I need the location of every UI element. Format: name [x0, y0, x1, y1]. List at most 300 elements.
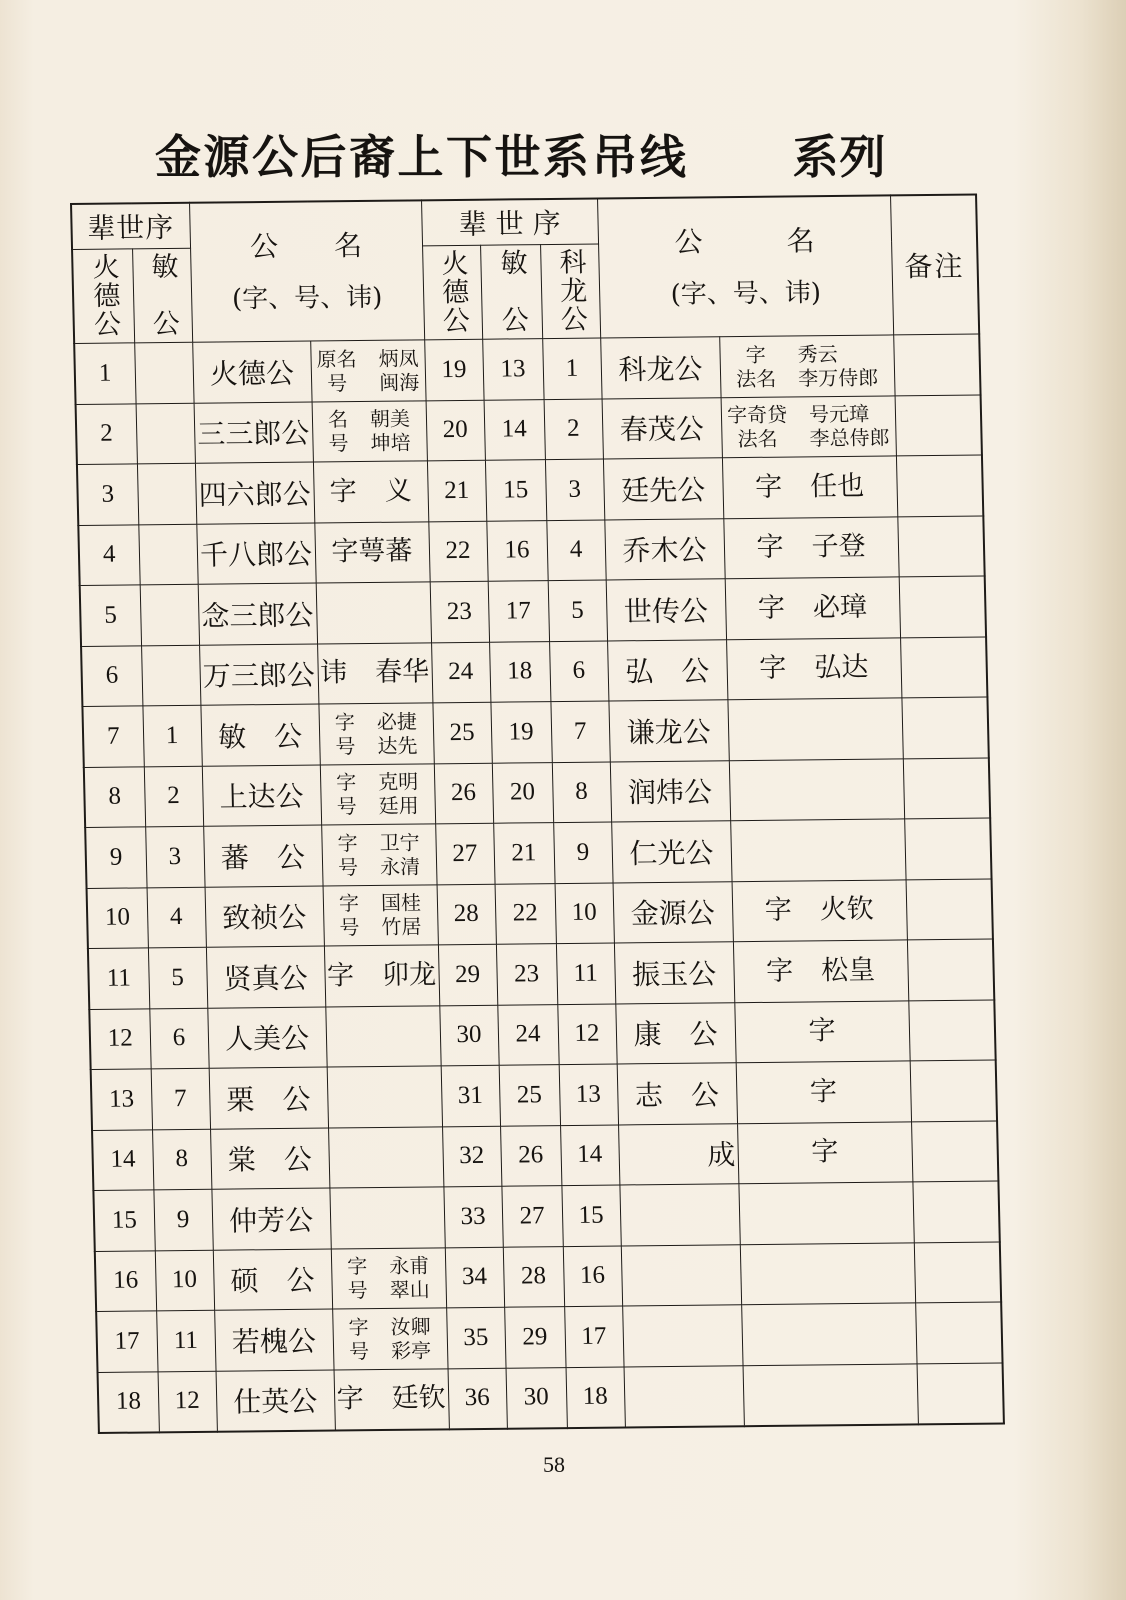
person-name-right-text: 世传公 — [623, 594, 709, 629]
gen-kelong-cell — [566, 1366, 625, 1428]
remarks-cell — [896, 455, 983, 516]
gen-huode-right-text: 35 — [463, 1323, 489, 1351]
gen-min-right-text: 21 — [511, 839, 537, 867]
courtesy-name-cell — [310, 340, 425, 402]
gen-huode-right-text: 23 — [446, 597, 473, 625]
gen-huode-text: 13 — [108, 1085, 135, 1113]
gen-header-huode-right-label: 火德公 — [436, 248, 470, 333]
gen-min-text: 11 — [173, 1326, 199, 1354]
gen-huode-right-cell — [443, 1186, 502, 1247]
courtesy-name-right-cell — [723, 516, 898, 578]
gen-huode-right-cell — [424, 339, 483, 400]
gen-min-cell — [142, 705, 201, 766]
gen-kelong-cell — [549, 640, 608, 701]
gen-huode-cell — [93, 1190, 154, 1251]
gen-huode-right-text: 32 — [458, 1142, 485, 1170]
gen-huode-text: 18 — [115, 1387, 142, 1416]
gen-huode-cell — [92, 1129, 153, 1190]
courtesy-label: 号 — [328, 431, 349, 456]
person-name-right-text: 康 公 — [633, 1017, 718, 1052]
courtesy-label: 字 — [326, 959, 355, 992]
name-header-right-label: 公 名 — [674, 223, 815, 259]
gen-min-cell — [134, 342, 193, 403]
person-name-text: 万三郎公 — [202, 658, 316, 693]
gen-min-cell — [151, 1068, 210, 1129]
gen-header-huode-right — [422, 245, 482, 340]
remarks-cell — [904, 818, 991, 879]
person-name-right-cell — [603, 458, 723, 520]
gen-min-right-cell — [504, 1307, 565, 1368]
person-name-right-cell — [617, 1063, 737, 1125]
courtesy-name-block — [336, 770, 419, 819]
gen-huode-text: 11 — [106, 964, 132, 992]
courtesy-label: 号 — [335, 733, 356, 759]
courtesy-name-block — [329, 475, 412, 508]
table-row — [92, 1121, 998, 1191]
gen-huode-right-cell — [430, 581, 489, 642]
courtesy-name-cell — [314, 521, 429, 583]
gen-min-right-text: 13 — [500, 355, 526, 383]
person-name-right-cell — [622, 1305, 742, 1367]
remarks-cell — [917, 1363, 1004, 1425]
person-name-text: 若槐公 — [231, 1324, 317, 1359]
gen-huode-right-cell — [426, 400, 485, 461]
table-row — [82, 697, 988, 767]
gen-huode-right-text: 34 — [461, 1263, 488, 1291]
name-header-right — [597, 195, 893, 338]
gen-min-cell — [153, 1189, 212, 1250]
name-header-left-sublabel: (字、号、讳) — [231, 282, 383, 314]
person-name-right-text: 志 公 — [634, 1078, 720, 1113]
gen-huode-cell — [91, 1069, 152, 1130]
gen-kelong-cell — [556, 943, 615, 1004]
person-name-right-text: 润炜公 — [627, 775, 713, 810]
gen-min-cell — [140, 584, 199, 645]
person-name-right-text: 谦龙公 — [626, 715, 712, 750]
courtesy-value: 竹居 — [381, 914, 422, 940]
person-name-text: 仲芳公 — [228, 1203, 314, 1238]
gen-huode-cell — [74, 343, 135, 404]
courtesy-label: 字 — [756, 531, 784, 564]
gen-min-text: 12 — [174, 1387, 201, 1415]
gen-min-cell — [137, 463, 196, 524]
gen-min-right-text: 18 — [506, 657, 533, 685]
gen-huode-right-cell — [434, 763, 493, 824]
gen-kelong-text: 11 — [573, 959, 598, 987]
courtesy-value: 廷用 — [378, 793, 420, 819]
courtesy-value: 松皇 — [820, 954, 876, 987]
courtesy-name-cell — [328, 1126, 443, 1188]
courtesy-name-cell — [331, 1247, 446, 1309]
gen-huode-cell — [95, 1250, 156, 1311]
gen-huode-text: 4 — [102, 540, 116, 568]
person-name-text: 硕 公 — [230, 1263, 315, 1298]
courtesy-name-right-cell — [730, 819, 905, 881]
remarks-cell — [907, 939, 994, 1000]
gen-min-right-text: 17 — [505, 597, 532, 625]
courtesy-name-right-cell — [732, 879, 907, 941]
gen-huode-right-cell — [432, 702, 491, 763]
gen-min-cell — [152, 1129, 211, 1190]
gen-huode-right-cell — [437, 884, 496, 945]
gen-kelong-cell — [545, 459, 604, 520]
page-title-suffix: 系列 — [792, 130, 887, 184]
gen-huode-right-cell — [439, 1005, 498, 1066]
courtesy-name-block — [348, 1314, 431, 1363]
person-name-right-cell — [606, 579, 726, 641]
gen-kelong-cell — [548, 580, 607, 641]
gen-kelong-text: 14 — [576, 1140, 603, 1169]
courtesy-label: 字 — [764, 894, 793, 927]
courtesy-value: 号元璋 — [808, 401, 870, 427]
gen-huode-text: 8 — [108, 782, 122, 810]
courtesy-name-right-cell — [736, 1061, 911, 1123]
gen-min-right-cell — [488, 581, 549, 642]
gen-huode-right-text: 30 — [456, 1021, 482, 1049]
person-name-text: 贤真公 — [223, 961, 309, 996]
generation-header-right-label: 辈世序 — [458, 206, 570, 241]
genealogy-table — [70, 194, 1005, 1434]
gen-min-right-text: 20 — [509, 778, 536, 806]
generation-header-left — [71, 203, 190, 250]
gen-huode-right-text: 22 — [445, 537, 471, 565]
person-name-text: 棠 公 — [227, 1142, 313, 1177]
gen-kelong-text: 4 — [569, 535, 583, 564]
header-row-top — [71, 195, 977, 250]
gen-min-text: 2 — [166, 782, 181, 810]
gen-min-right-cell — [500, 1125, 561, 1186]
courtesy-name-block — [766, 955, 876, 988]
courtesy-name-right-cell — [738, 1182, 913, 1244]
gen-kelong-text: 15 — [578, 1201, 604, 1229]
gen-kelong-cell — [550, 701, 609, 762]
courtesy-name-right-cell — [741, 1303, 916, 1365]
gen-huode-cell — [85, 827, 146, 888]
gen-min-right-cell — [493, 823, 554, 884]
table-row — [85, 818, 991, 888]
gen-huode-right-text: 21 — [443, 476, 470, 504]
gen-huode-right-text: 31 — [457, 1081, 484, 1109]
person-name-right-text: 成 — [706, 1138, 736, 1172]
courtesy-name-cell — [324, 945, 439, 1007]
gen-kelong-text: 8 — [574, 777, 589, 806]
gen-huode-cell — [76, 403, 137, 464]
gen-min-right-cell — [495, 883, 556, 944]
gen-min-right-text: 23 — [513, 960, 540, 988]
courtesy-value: 秀云 — [797, 341, 838, 367]
page-title — [155, 129, 887, 185]
courtesy-value: 朝美 — [369, 406, 411, 432]
gen-huode-cell — [84, 766, 145, 827]
courtesy-name-cell — [317, 642, 432, 704]
remarks-cell — [895, 395, 982, 456]
name-header-left — [189, 200, 424, 342]
remarks-cell — [897, 516, 984, 577]
gen-min-text: 4 — [169, 903, 183, 931]
courtesy-name-right-cell — [727, 698, 902, 760]
gen-huode-text: 9 — [109, 843, 123, 871]
gen-huode-cell — [80, 585, 141, 646]
gen-min-cell — [136, 403, 195, 464]
courtesy-name-cell — [323, 884, 438, 946]
remarks-cell — [912, 1181, 999, 1242]
table-header — [71, 195, 979, 344]
gen-huode-cell — [96, 1311, 157, 1372]
table-row — [87, 879, 993, 949]
courtesy-label: 字 — [754, 471, 783, 503]
person-name-text: 致祯公 — [221, 900, 307, 935]
person-name-right-text: 廷先公 — [620, 473, 706, 508]
gen-min-cell — [145, 826, 204, 887]
gen-kelong-text: 3 — [568, 475, 582, 503]
person-name-right-cell — [621, 1244, 741, 1306]
courtesy-value: 任也 — [809, 470, 865, 503]
gen-huode-text: 5 — [104, 601, 118, 629]
gen-min-cell — [144, 766, 203, 827]
person-name-cell — [214, 1309, 333, 1371]
person-name-right-cell — [615, 1002, 735, 1064]
gen-header-min-right-label: 敏公 — [495, 247, 529, 333]
person-name-cell — [206, 946, 325, 1008]
courtesy-name-block — [810, 1136, 839, 1168]
courtesy-label: 字 — [810, 1136, 839, 1168]
gen-huode-right-cell — [438, 944, 497, 1005]
courtesy-value: 义 — [384, 475, 412, 507]
gen-min-right-cell — [506, 1367, 567, 1429]
person-name-cell — [196, 523, 315, 585]
courtesy-label: 号 — [326, 370, 348, 396]
courtesy-name-right-cell — [737, 1121, 912, 1183]
gen-min-text: 8 — [175, 1145, 189, 1173]
table-row — [95, 1242, 1001, 1312]
courtesy-value: 国桂 — [380, 890, 422, 916]
person-name-text: 蕃 公 — [220, 840, 306, 875]
gen-min-right-cell — [485, 460, 546, 521]
gen-header-huode-left — [72, 249, 134, 344]
remarks-header-label: 备注 — [904, 249, 965, 284]
courtesy-name-block — [808, 1015, 837, 1047]
person-name-text: 念三郎公 — [201, 598, 314, 633]
gen-min-text: 3 — [168, 842, 182, 870]
table-row — [93, 1181, 999, 1251]
courtesy-name-cell — [329, 1187, 444, 1249]
courtesy-name-right-cell — [726, 637, 901, 699]
courtesy-value: 克明 — [377, 769, 419, 795]
person-name-right-cell — [610, 760, 730, 822]
gen-min-right-cell — [490, 702, 551, 763]
table-row — [84, 758, 990, 828]
person-name-cell — [195, 462, 314, 524]
courtesy-name-cell — [327, 1066, 442, 1128]
courtesy-name-cell — [318, 703, 433, 765]
person-name-cell — [199, 644, 318, 706]
generation-header-right — [421, 198, 598, 245]
gen-huode-right-cell — [428, 521, 487, 582]
courtesy-value: 坤培 — [370, 430, 411, 456]
gen-min-cell — [138, 524, 197, 585]
courtesy-name-right-cell — [733, 940, 908, 1002]
person-name-cell — [194, 402, 313, 464]
gen-huode-right-cell — [448, 1368, 507, 1430]
gen-huode-right-cell — [431, 642, 490, 703]
name-header-left-label: 公 名 — [249, 228, 363, 263]
gen-kelong-cell — [557, 1003, 616, 1064]
courtesy-name-right-cell — [725, 577, 900, 639]
table-row — [96, 1302, 1002, 1372]
person-name-right-cell — [604, 518, 724, 580]
courtesy-name-right-cell — [729, 758, 904, 820]
courtesy-name-block — [755, 471, 865, 504]
gen-kelong-cell — [553, 822, 612, 883]
courtesy-label: 字 — [346, 1254, 368, 1279]
courtesy-name-cell — [320, 763, 435, 825]
gen-min-cell — [141, 645, 200, 706]
courtesy-value: 炳凤 — [378, 346, 419, 371]
courtesy-value: 汝卿 — [390, 1314, 431, 1339]
gen-kelong-text: 10 — [571, 898, 598, 927]
courtesy-label: 号 — [337, 854, 359, 880]
gen-huode-right-cell — [441, 1065, 500, 1126]
courtesy-name-right-cell — [734, 1000, 909, 1062]
person-name-right-text: 金源公 — [630, 896, 716, 931]
gen-huode-right-text: 25 — [449, 718, 475, 746]
gen-huode-cell — [81, 645, 142, 706]
page-title-main: 金源公后裔上下世系吊线 — [155, 130, 689, 184]
person-name-right-cell — [600, 337, 720, 399]
person-name-cell — [198, 583, 317, 645]
person-name-right-cell — [608, 700, 728, 762]
gen-huode-right-text: 29 — [454, 960, 481, 988]
gen-kelong-cell — [544, 398, 603, 459]
gen-huode-text: 1 — [98, 359, 112, 387]
person-name-right-text: 弘 公 — [624, 654, 710, 689]
gen-min-right-text: 19 — [508, 718, 534, 746]
remarks-header — [890, 195, 979, 335]
courtesy-value: 永清 — [379, 854, 421, 879]
courtesy-label: 字 — [745, 342, 766, 367]
gen-min-text: 7 — [173, 1084, 187, 1112]
gen-huode-text: 2 — [99, 419, 114, 447]
courtesy-value: 春华 — [374, 656, 430, 689]
person-name-cell — [210, 1128, 329, 1190]
gen-kelong-cell — [542, 338, 601, 399]
gen-min-right-cell — [492, 762, 553, 823]
courtesy-name-block — [764, 894, 874, 927]
person-name-cell — [192, 341, 311, 403]
gen-huode-right-text: 28 — [453, 900, 480, 928]
table-row — [77, 455, 983, 525]
person-name-cell — [209, 1067, 328, 1129]
person-name-cell — [200, 704, 319, 766]
gen-kelong-text: 9 — [576, 838, 590, 866]
table-row — [78, 516, 984, 586]
gen-huode-right-text: 20 — [442, 416, 469, 444]
gen-huode-cell — [82, 706, 143, 767]
gen-kelong-text: 2 — [566, 414, 580, 443]
gen-min-right-text: 29 — [522, 1323, 548, 1351]
gen-header-min-left — [132, 248, 192, 343]
table-row — [98, 1363, 1004, 1433]
gen-min-right-text: 27 — [519, 1202, 545, 1230]
person-name-text: 火德公 — [209, 356, 295, 391]
person-name-cell — [216, 1370, 335, 1432]
person-name-cell — [202, 765, 321, 827]
gen-min-right-cell — [503, 1246, 564, 1307]
person-name-right-cell — [613, 881, 733, 943]
courtesy-name-right-cell — [721, 395, 896, 457]
remarks-cell — [911, 1121, 998, 1182]
person-name-right-cell — [611, 821, 731, 883]
person-name-right-text: 振玉公 — [631, 957, 717, 992]
page-number: 58 — [543, 1452, 565, 1477]
person-name-cell — [205, 886, 324, 948]
courtesy-label: 名 — [327, 407, 349, 432]
courtesy-label: 字 — [329, 475, 357, 508]
gen-huode-text: 14 — [110, 1145, 136, 1174]
gen-huode-right-text: 33 — [460, 1202, 486, 1230]
person-name-cell — [213, 1249, 332, 1311]
person-name-right-cell — [619, 1184, 739, 1246]
courtesy-value: 闽海 — [378, 370, 420, 395]
courtesy-label: 字 — [337, 830, 358, 856]
courtesy-name-cell — [321, 824, 436, 886]
gen-min-text: 5 — [171, 963, 185, 991]
remarks-cell — [903, 758, 990, 819]
courtesy-name-cell — [316, 582, 431, 644]
courtesy-name-block — [327, 959, 437, 992]
courtesy-name-cell — [312, 400, 427, 462]
gen-min-right-cell — [486, 520, 547, 581]
gen-min-right-text: 15 — [502, 476, 529, 504]
courtesy-label: 字 — [338, 891, 360, 916]
courtesy-label: 字 — [809, 1075, 838, 1108]
remarks-cell — [910, 1060, 997, 1121]
gen-kelong-text: 12 — [574, 1019, 600, 1048]
person-name-text: 仕英公 — [232, 1384, 318, 1419]
gen-min-cell — [148, 947, 207, 1008]
gen-header-min-left-label: 敏公 — [146, 251, 180, 336]
gen-huode-right-text: 24 — [447, 658, 474, 686]
courtesy-name-block — [758, 592, 868, 625]
courtesy-value: 火钦 — [819, 894, 875, 926]
gen-huode-right-text: 36 — [464, 1384, 491, 1412]
courtesy-name-block — [337, 830, 420, 879]
gen-huode-right-text: 19 — [441, 355, 467, 383]
generation-header-left-label: 辈世序 — [86, 210, 175, 245]
courtesy-value: 永甫 — [388, 1253, 430, 1279]
person-name-text: 敏 公 — [217, 719, 303, 754]
table-row — [80, 576, 986, 646]
courtesy-value: 彩亭 — [390, 1338, 432, 1363]
remarks-cell — [893, 334, 980, 395]
gen-huode-cell — [88, 948, 149, 1009]
remarks-cell — [906, 879, 993, 940]
courtesy-label: 字 — [757, 592, 786, 624]
gen-kelong-text: 13 — [575, 1080, 602, 1108]
gen-min-cell — [155, 1250, 214, 1311]
courtesy-name-cell — [313, 461, 428, 523]
gen-huode-text: 6 — [105, 661, 119, 689]
courtesy-value: 李万侍郎 — [797, 365, 879, 391]
courtesy-value: 必捷 — [376, 709, 418, 734]
courtesy-label: 字 — [808, 1015, 836, 1047]
courtesy-name-block — [759, 652, 869, 685]
gen-huode-right-text: 26 — [450, 779, 477, 807]
courtesy-label: 字奇贷 — [726, 402, 788, 428]
gen-huode-cell — [77, 464, 138, 525]
courtesy-name-block — [316, 346, 419, 395]
person-name-right-cell — [618, 1123, 738, 1185]
